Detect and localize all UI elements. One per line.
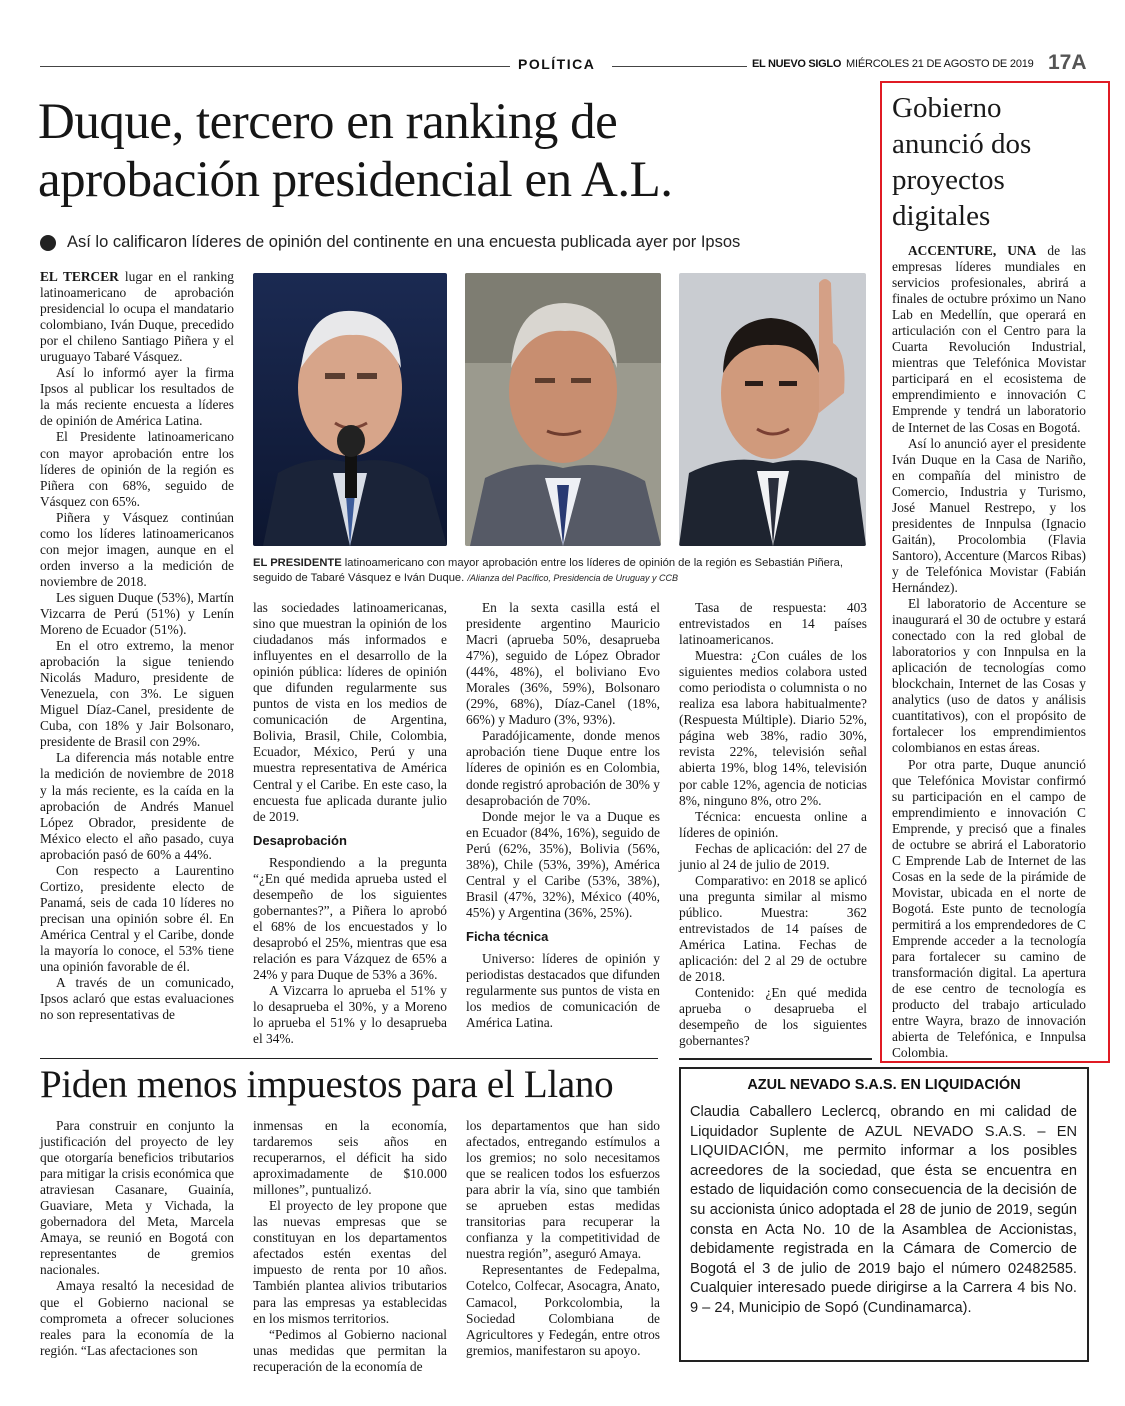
section-label: POLÍTICA <box>518 56 596 72</box>
page-number: 17A <box>1048 51 1087 74</box>
sidebar-p1 <box>892 243 1086 436</box>
section-heading-ficha-tecnica: Ficha técnica <box>466 928 549 944</box>
sidebar-lead: ACCENTURE, UNA <box>908 243 1037 258</box>
publication-name: EL NUEVO SIGLO <box>752 58 842 70</box>
llano-headline: Piden menos impuestos para el Llano <box>40 1063 614 1106</box>
sidebar-body <box>892 243 1086 1061</box>
headline-line-2: aprobación presidencial en A.L. <box>38 152 673 208</box>
sidebar-title: Gobierno anunció dos proyectos digitales <box>892 92 1032 232</box>
main-col1-p1 <box>40 269 234 365</box>
section-heading-desaprobacion: Desaprobación <box>253 832 347 848</box>
llano-col2-p3: “Pedimos al Gobierno nacional unas medidas que permitan la recuperación de la economía de <box>253 1326 447 1374</box>
main-col4-p1: Tasa de respuesta: 403 entrevistados en 14 países latinoamericanos. <box>679 600 867 648</box>
llano-column-1 <box>40 1118 234 1359</box>
main-col4-p4: Fechas de aplicación: del 27 de junio al 24 de julio de 2019. <box>679 840 867 872</box>
main-col1-p5: Les siguen Duque (53%), Martín Vizcarra de Perú (51%) y Lenín Moreno de Ecuador (51%). <box>40 589 234 638</box>
main-col2-p3: A Vizcarra lo aprueba el 51% y lo desaprueba el 30%, y a Moreno lo aprueba el 51% y lo desaprueba el 34%. <box>253 983 447 1047</box>
llano-col3-p1: los departamentos que han sido afectados, entregando estímulos a los gremios; no solo necesitamos que se realicen todos los esfuerzos para abrir la vía, sino que también se aprueben estas medidas transitorias para recuperar la confianza y la competitividad de nuestra región”, aseguró Amaya. <box>466 1118 660 1262</box>
photo-pinera <box>253 273 447 546</box>
legal-notice-box <box>679 1067 1089 1362</box>
main-col1-p9: A través de un comunicado, Ipsos aclaró que estas evaluaciones no son representativas de <box>40 975 234 1023</box>
photo-caption <box>253 556 868 585</box>
main-col4-p3: Técnica: encuesta online a líderes de opinión. <box>679 808 867 840</box>
caption-line-2: seguido de Tabaré Vásquez e Iván Duque. <box>253 571 465 584</box>
bullet-icon <box>40 235 56 251</box>
legal-notice-body: Claudia Caballero Leclercq, obrando en mi calidad de Liquidador Suplente de AZUL NEVADO S.A.S. – EN LIQUIDACIÓN, me permito informar a los posibles acreedores de la sociedad, que ésta se encuentra en estado de liquidación como consecuencia de la decisión de su accionista único adoptada el 28 de junio de 2019, según consta en Acta No. 10 de la Asamblea de Accionistas, debidamente registrada en la Cámara de Comercio de Bogotá el 3 de julio de 2019 bajo el número 02482585. Cualquier interesado puede dirigirse a la Carrera 4 bis No. 9 – 24, Municipio de Sopó (Cundinamarca). <box>690 1104 1077 1316</box>
main-column-1 <box>40 269 234 1023</box>
main-col1-p2: Así lo informó ayer la firma Ipsos al publicar los resultados de la más reciente encuesta a líderes de opinión de América Latina. <box>40 365 234 429</box>
llano-col2-p2: El proyecto de ley propone que las nuevas empresas que se constituyan en los departamentos afectados estén exentas del impuesto de renta por 10 años. También plantea alivios tributarios para las empresas ya establecidas en los mismos territorios. <box>253 1198 447 1326</box>
main-col4-p2: Muestra: ¿Con cuáles de los siguientes medios colabora usted como periodista o columnista o no realiza esa labora habitualmente? (Respuesta Múltiple). Diario 52%, página web 38%, radio 30%, revista 22%, televisión señal abierta 19%, blog 14%, televisión por cable 12%, agencia de noticias 8%, ninguno 8%, otro 2%. <box>679 648 867 808</box>
llano-col2-p1: inmensas en la economía, tardaremos seis años en recuperarnos, el déficit ha sido aproximadamente de $10.000 millones”, puntualizó. <box>253 1118 447 1198</box>
main-col4-p5: Comparativo: en 2018 se aplicó una pregunta similar al mismo público. Muestra: 362 entrevistados de 14 países de América Latina. Fechas de aplicación: del 2 al 29 de octubre de 2018. <box>679 872 867 985</box>
main-column-3 <box>466 600 660 1031</box>
headline-line-1: Duque, tercero en ranking de <box>38 94 618 150</box>
masthead-line-right <box>612 66 747 67</box>
main-col3-p4: Universo: líderes de opinión y periodistas destacados que difunden regularmente sus puntos de vista en los medios de comunicación de América Latina. <box>466 950 660 1031</box>
main-col1-p8: Con respecto a Laurentino Cortizo, presidente electo de Panamá, seis de cada 10 líderes no precisan una opinión sobre él. En América Central y el Caribe, donde la mayoría lo conoce, el 53% tiene una opinión favorable de él. <box>40 862 234 975</box>
legal-notice-title: AZUL NEVADO S.A.S. EN LIQUIDACIÓN <box>747 1077 1021 1093</box>
main-column-4 <box>679 600 867 1049</box>
main-col2-p1: las sociedades latinoamericanas, sino que muestran la opinión de los ciudadanos más informados e influyentes en el desarrollo de la opinión pública: líderes de opinión que difunden regularmente sus puntos de vista en los medios de comunicación de Argentina, Bolivia, Brasil, Chile, Colombia, Ecuador, México, Perú y una muestra representativa de América Central y el Caribe. En este caso, la encuesta fue aplicada durante julio de 2019. <box>253 600 447 824</box>
caption-lead: EL PRESIDENTE <box>253 557 342 569</box>
main-col1-p1-text: lugar en el ranking latinoamericano de aprobación presidencial lo ocupa el mandatario colombiano, Iván Duque, precedido por el chileno Santiago Piñera y el uruguayo Tabaré Vásquez. <box>40 269 234 365</box>
main-col1-p4: Piñera y Vásquez continúan como los líderes latinoamericanos con mejor imagen, aunque en el orden inverso a la medición de noviembre de 2018. <box>40 509 234 589</box>
sidebar-p1-text: de las empresas líderes mundiales en servicios profesionales, abrirá a finales de octubre próximo un Nano Lab en Medellín, que operará en articulación con el Centro para la Cuarta Revolución Industrial, mientras que Telefónica Movistar participará en el ecosistema de emprendimiento e innovación C Emprende y tendrá un laboratorio de Internet de las Cosas en Bogotá. <box>892 243 1086 435</box>
main-col1-p7: La diferencia más notable entre la medición de noviembre de 2018 y la más reciente, es la caída en la aprobación de Andrés Manuel López Obrador, presidente de México electo el año pasado, cuya aprobación pasó de 60% a 44%. <box>40 750 234 862</box>
sidebar-p2: Así lo anunció ayer el presidente Iván Duque en la Casa de Nariño, en compañía del ministro de Comercio, Industria y Turismo, José Manuel Restrepo, y los presidentes de Innpulsa (Ignacio Gaitán), Procolombia (Flavia Santoro), Accenture (Marcos Ribas) y de Telefónica Movistar (Fabián Hernández). <box>892 435 1086 595</box>
llano-column-2 <box>253 1118 447 1375</box>
sidebar-p3: El laboratorio de Accenture se inaugurará el 30 de octubre y estará conectado con la red global de laboratorios y con Innpulsa en la aplicación de tecnologías como blockchain, Internet de las Cosas y analytics (uso de datos y análisis cuantitativos), con el propósito de fortalecer los emprendimientos colombianos en estas áreas. <box>892 596 1086 756</box>
main-col1-p6: En el otro extremo, la menor aprobación la sigue teniendo Nicolás Maduro, presidente de Venezuela, con 3%. Le siguen Miguel Díaz-Canel, presidente de Cuba, con 18% y Jair Bolsonaro, presidente de Brasil con 29%. <box>40 638 234 750</box>
main-col1-p3: El Presidente latinoamericano con mayor aprobación entre los líderes de opinión de la región es Piñera con 68%, seguido de Vásquez con 65%. <box>40 429 234 509</box>
publication-date: MIÉRCOLES 21 DE AGOSTO DE 2019 <box>846 58 1034 70</box>
main-col3-p3: Donde mejor le va a Duque es en Ecuador (84%, 16%), seguido de Perú (62%, 35%), Bolivia (56%, 38%), Chile (53%, 39%), América Central y el Caribe (53%, 38%), Brasil (47%, 32%), México (40%, 45%) y Argentina (36%, 25%). <box>466 808 660 920</box>
main-col2-p2: Respondiendo a la pregunta “¿En qué medida aprueba usted el desempeño de los siguientes gobernantes?”, a Piñera lo aprobó el 68% de los encuestados y lo desaprobó el 25%, mientras que esa relación es para Vázquez de 65% a 24% y para Duque de 53% a 36%. <box>253 854 447 983</box>
notice-top-rule <box>679 1058 872 1060</box>
llano-col3-p2: Representantes de Fedepalma, Cotelco, Colfecar, Asocagra, Anato, Camacol, Porkcolombia, la Sociedad Colombiana de Agricultores y Fedegán, entre otros gremios, manifestaron su apoyo. <box>466 1262 660 1358</box>
main-col3-p2: Paradójicamente, donde menos aprobación tiene Duque entre los líderes de opinión es en Colombia, donde registró aprobación de 30% y desaprobación de 70%. <box>466 728 660 808</box>
sidebar-p4: Por otra parte, Duque anunció que Telefónica Movistar confirmó su participación en el campo de emprendimiento e innovación C Emprende, y precisó que a finales de octubre se abrirá el Laboratorio C Emprende Lab de Internet de las Cosas en la sede de la pirámide de Movistar, ubicada en el norte de Bogotá. Este punto de tecnología permitirá a los emprendedores de C Emprende acceder a la tecnología para fortalecer su camino de transformación digital. La apertura de ese centro de tecnología es producto del trabajo articulado entre Wayra, brazo de innovación abierta de Telefónica, e Innpulsa Colombia. <box>892 756 1086 1061</box>
section-divider <box>40 1058 658 1059</box>
main-column-2 <box>253 600 447 1047</box>
llano-col1-p1: Para construir en conjunto la justificación del proyecto de ley que otorgaría beneficios tributarios para mitigar la crisis económica que atraviesan Casanare, Guainía, Guaviare, Meta y Vichada, la gobernadora del Meta, Marcela Amaya, se reunió en Bogotá con representantes de gremios nacionales. <box>40 1118 234 1278</box>
photo-vasquez <box>465 273 661 546</box>
dropcap-lead: EL TERCER <box>40 269 119 284</box>
masthead-line <box>40 66 510 67</box>
subheadline: Así lo calificaron líderes de opinión del continente en una encuesta publicada ayer por Ipsos <box>67 233 741 251</box>
main-headline <box>38 93 868 209</box>
main-col3-p1: En la sexta casilla está el presidente argentino Mauricio Macri (aprueba 50%, desaprueba 47%), seguido de López Obrador (44%, 48%), el boliviano Evo Morales (36%, 59%), Bolsonaro (29%, 68%), Díaz-Canel (18%, 66%) y Maduro (3%, 93%). <box>466 600 660 728</box>
caption-credit: /Alianza del Pacífico, Presidencia de Uruguay y CCB <box>467 572 678 583</box>
caption-text: latinoamericano con mayor aprobación entre los líderes de opinión de la región es Sebastián Piñera, <box>341 557 843 569</box>
llano-col1-p2: Amaya resaltó la necesidad de que el Gobierno nacional se comprometa a ofrecer soluciones reales para la economía de la región. “Las afectaciones son <box>40 1278 234 1358</box>
llano-column-3 <box>466 1118 660 1359</box>
main-col4-p6: Contenido: ¿En qué medida aprueba o desaprueba el desempeño de los siguientes gobernantes? <box>679 985 867 1049</box>
photo-duque <box>679 273 866 546</box>
